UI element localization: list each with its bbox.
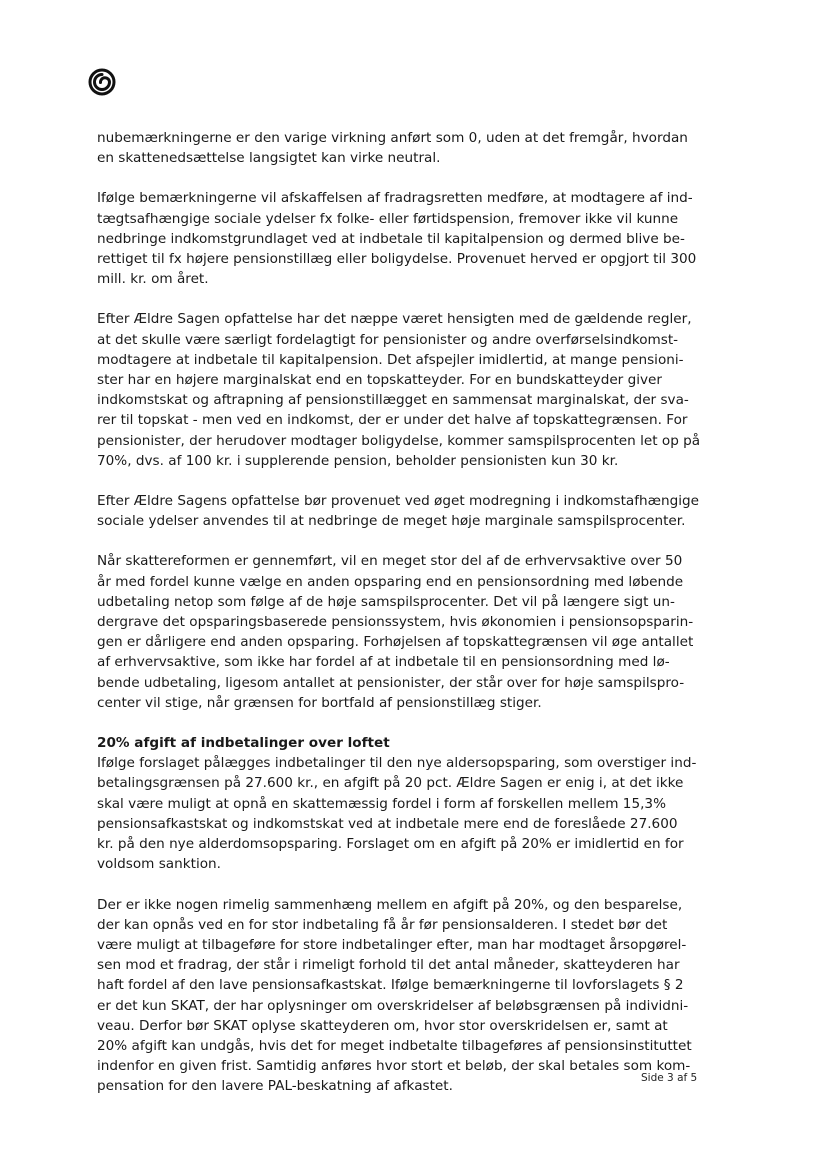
body-paragraph: [97, 491, 707, 531]
text-line: Ifølge bemærkningerne vil afskaffelsen af fradragsretten medføre, at modtagere af ind-: [97, 190, 693, 207]
text-line: af erhvervsaktive, som ikke har fordel af at indbetale til en pensionsordning med lø-: [97, 654, 670, 671]
text-line: pensation for den lavere PAL-beskatning af afkastet.: [97, 1078, 453, 1095]
text-line: udbetaling netop som følge af de høje samspilsprocenter. Det vil på længere sigt un-: [97, 593, 675, 610]
text-line: dergrave det opsparingsbaserede pensionssystem, hvis økonomien i pensionsopsparin-: [97, 614, 694, 631]
body-paragraph: [97, 128, 707, 168]
text-line: gen er dårligere end anden opsparing. Forhøjelsen af topskattegrænsen vil øge antallet: [97, 634, 694, 651]
text-line: nubemærkningerne er den varige virkning anført som 0, uden at det fremgår, hvordan: [97, 130, 688, 146]
text-line: Når skattereformen er gennemført, vil en meget stor del af de erhvervsaktive over 50: [97, 553, 683, 570]
text-line: pensionister, der herudover modtager boligydelse, kommer samspilsprocenten let op på: [97, 432, 701, 449]
text-line: kr. på den nye alderdomsopsparing. Forslaget om en afgift på 20% er imidlertid en for: [97, 836, 684, 853]
text-line: 70%, dvs. af 100 kr. i supplerende pension, beholder pensionisten kun 30 kr.: [97, 452, 619, 469]
text-line: Der er ikke nogen rimelig sammenhæng mellem en afgift på 20%, og den besparelse,: [97, 896, 683, 913]
text-line: skal være muligt at opnå en skattemæssig fordel i form af forskellen mellem 15,3%: [97, 795, 666, 812]
text-line: mill. kr. om året.: [97, 271, 209, 288]
text-line: voldsom sanktion.: [97, 856, 221, 873]
text-line: center vil stige, når grænsen for bortfald af pensionstillæg stiger.: [97, 694, 542, 711]
text-line: rer til topskat - men ved en indkomst, der er under det halve af topskattegrænsen. For: [97, 412, 688, 429]
text-line: år med fordel kunne vælge en anden opsparing end en pensionsordning med løbende: [97, 573, 684, 590]
body-paragraph: [97, 551, 707, 713]
text-line: en skattenedsættelse langsigtet kan virke neutral.: [97, 150, 441, 167]
text-line: rettiget til fx højere pensionstillæg eller boligydelse. Provenuet herved er opgjort til 300: [97, 251, 697, 268]
text-line: Ifølge forslaget pålægges indbetalinger til den nye aldersopsparing, som overstiger ind-: [97, 755, 697, 772]
text-line: Efter Ældre Sagens opfattelse bør provenuet ved øget modregning i indkomstafhængige: [97, 493, 700, 510]
text-line: modtagere at indbetale til kapitalpension. Det afspejler imidlertid, at mange pensioni-: [97, 351, 684, 368]
page-number: Side 3 af 5: [641, 1072, 698, 1084]
text-line: være muligt at tilbageføre for store indbetalinger efter, man har modtaget årsopgørel-: [97, 936, 687, 953]
text-line: ster har en højere marginalskat end en topskatteyder. For en bundskatteyder giver: [97, 372, 662, 389]
letter-body: [97, 128, 707, 1117]
text-line: 20% afgift kan undgås, hvis det for meget indbetalte tilbageføres af pensionsinstituttet: [97, 1037, 692, 1054]
section-afgift: [97, 733, 707, 1096]
body-paragraph: [97, 309, 707, 471]
text-line: nedbringe indkomstgrundlaget ved at indbetale til kapitalpension og dermed blive be-: [97, 230, 685, 247]
text-line: indkomstskat og aftrapning af pensionstillægget en sammensat marginalskat, der sva-: [97, 392, 689, 409]
text-line: er det kun SKAT, der har oplysninger om overskridelser af beløbsgrænsen på individni-: [97, 997, 689, 1014]
spiral-logo-icon: [88, 68, 116, 96]
text-line: der kan opnås ved en for stor indbetaling få år før pensionsalderen. I stedet bør det: [97, 916, 668, 933]
section-heading: 20% afgift af indbetalinger over loftet: [97, 735, 390, 752]
body-paragraph: [97, 895, 707, 1097]
body-paragraph: [97, 188, 707, 289]
text-line: pensionsafkastskat og indkomstskat ved at indbetale mere end de foreslåede 27.600: [97, 815, 678, 832]
body-paragraph: [97, 753, 707, 874]
text-line: Efter Ældre Sagen opfattelse har det næppe været hensigten med de gældende regler,: [97, 311, 692, 328]
text-line: betalingsgrænsen på 27.600 kr., en afgift på 20 pct. Ældre Sagen er enig i, at det ikke: [97, 775, 684, 792]
text-line: bende udbetaling, ligesom antallet at pensionister, der står over for høje samspilspro-: [97, 674, 685, 691]
text-line: sociale ydelser anvendes til at nedbringe de meget høje marginale samspilsprocenter.: [97, 513, 686, 530]
text-line: indenfor en given frist. Samtidig anføres hvor stort et beløb, der skal betales som kom-: [97, 1058, 691, 1075]
text-line: at det skulle være særligt fordelagtigt for pensionister og andre overførselsindkomst-: [97, 331, 679, 348]
text-line: sen mod et fradrag, der står i rimeligt forhold til det antal måneder, skatteyderen har: [97, 957, 680, 974]
text-line: haft fordel af den lave pensionsafkastskat. Ifølge bemærkningerne til lovforslagets § 2: [97, 977, 684, 994]
text-line: veau. Derfor bør SKAT oplyse skatteyderen om, hvor stor overskridelsen er, samt at: [97, 1017, 668, 1034]
text-line: tægtsafhængige sociale ydelser fx folke- eller førtidspension, fremover ikke vil kunne: [97, 210, 679, 227]
